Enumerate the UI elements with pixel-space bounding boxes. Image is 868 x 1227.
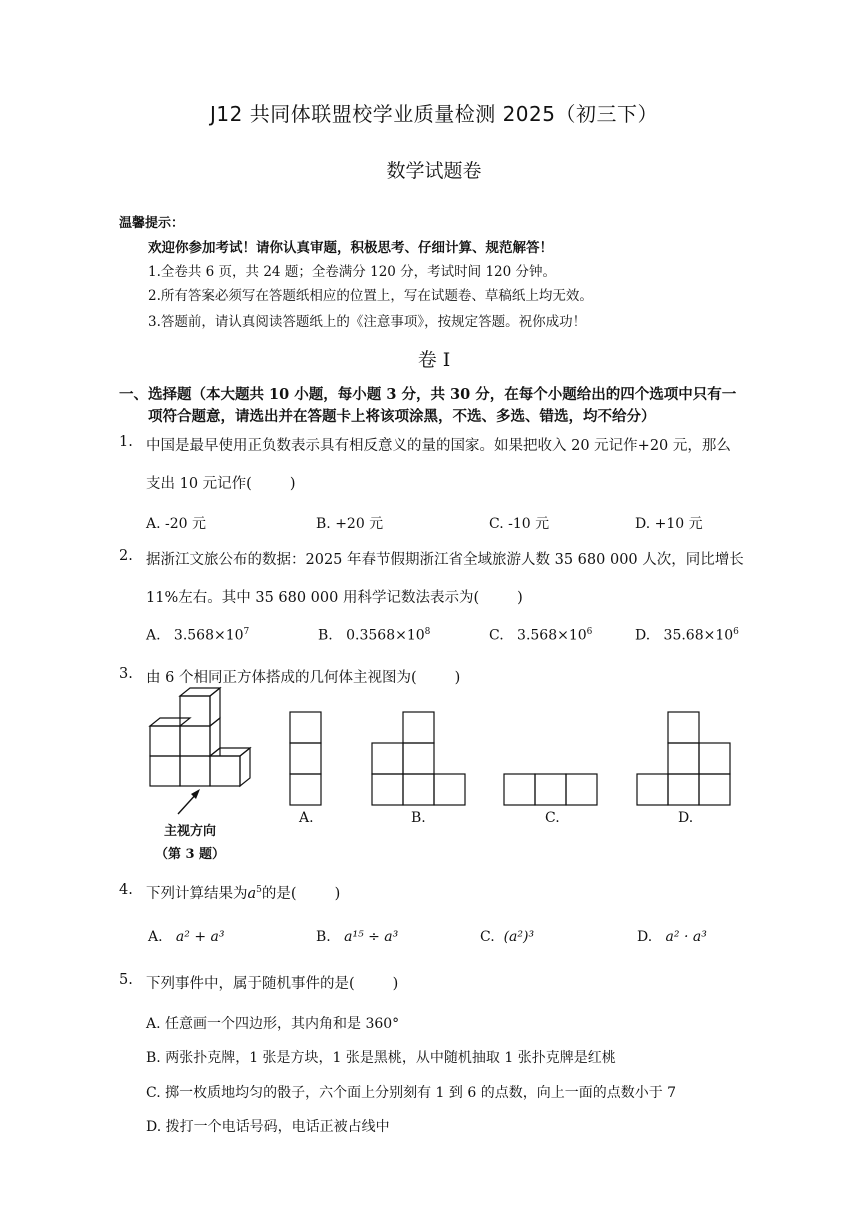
view-direction-label: 主视方向 [163, 824, 216, 839]
figure-caption: （第 3 题） [154, 847, 226, 862]
q3-option-d-label: D. [678, 810, 694, 826]
tip-line: 欢迎你参加考试！请你认真审题，积极思考、仔细计算、规范解答！ [148, 240, 553, 256]
exam-title: J12 共同体联盟校学业质量检测 2025（初三下） [210, 102, 658, 126]
q2-option-a: A. $3.568\times 10^7$ [146, 627, 250, 644]
q3-option-b-label: B. [411, 810, 426, 826]
q4-number: 4. [119, 882, 133, 898]
q3-figures [140, 686, 760, 816]
section-header-line2: 项符合题意，请选出并在答题卡上将该项涂黑，不选、多选、错选，均不给分） [148, 408, 656, 425]
part-title: 卷 I [417, 349, 451, 371]
q2-number: 2. [119, 548, 133, 564]
view-direction-arrow [178, 789, 200, 814]
q5-option-b: B. 两张扑克牌，1 张是方块，1 张是黑桃，从中随机抽取 1 张扑克牌是红桃 [146, 1050, 616, 1066]
q3-text: 由 6 个相同正方体搭成的几何体主视图为( ) [146, 670, 461, 686]
q1-text: 中国是最早使用正负数表示具有相反意义的量的国家。如果把收入 20 元记作+20 元，那么 [146, 438, 731, 454]
q5-text: 下列事件中，属于随机事件的是( ) [146, 976, 399, 992]
q2-option-c: C. $3.568\times 10^6$ [489, 627, 593, 644]
q5-number: 5. [119, 972, 133, 988]
section-header-line1: 一、选择题（本大题共 10 小题，每小题 3 分，共 30 分，在每个小题给出的四个选项中只有一 [119, 386, 737, 403]
q4-option-c: C. (a²)³ [480, 929, 535, 945]
q2-option-b: B. $0.3568\times 10^8$ [318, 627, 431, 644]
q3-option-d-figure [637, 712, 730, 805]
isometric-solid [150, 688, 250, 786]
q1-number: 1. [119, 434, 133, 450]
q4-text: 下列计算结果为$a^5$的是( ) [146, 885, 341, 902]
q3-option-a-figure [290, 712, 321, 805]
q2-text: 据浙江文旅公布的数据：2025 年春节假期浙江省全域旅游人数 35 680 000 人次，同比增长 [146, 552, 744, 568]
q2-text-line2: 11%左右。其中 35 680 000 用科学记数法表示为( ) [146, 590, 523, 606]
q3-option-c-figure [504, 774, 597, 805]
tip-line: 1.全卷共 6 页，共 24 题；全卷满分 120 分，考试时间 120 分钟。 [148, 264, 557, 280]
q4-option-b: B. a¹⁵ ÷ a³ [316, 929, 399, 945]
exam-subtitle: 数学试题卷 [386, 160, 482, 182]
q3-option-c-label: C. [545, 810, 560, 826]
q1-option-d: D. +10 元 [635, 516, 703, 532]
q4-option-a: A. a² + a³ [148, 929, 225, 945]
q5-option-d: D. 拨打一个电话号码，电话正被占线中 [146, 1119, 390, 1135]
tip-line: 2.所有答案必须写在答题纸相应的位置上，写在试题卷、草稿纸上均无效。 [148, 288, 593, 304]
q1-option-c: C. -10 元 [489, 516, 550, 532]
q1-option-a: A. -20 元 [146, 516, 207, 532]
tip-line: 3.答题前，请认真阅读答题纸上的《注意事项》，按规定答题。祝你成功！ [148, 314, 587, 330]
q1-option-b: B. +20 元 [316, 516, 384, 532]
q4-option-d: D. a² · a³ [637, 929, 707, 945]
q3-option-b-figure [372, 712, 465, 805]
q5-option-c: C. 掷一枚质地均匀的骰子，六个面上分别刻有 1 到 6 的点数，向上一面的点数小于 7 [146, 1085, 677, 1101]
q1-text-line2: 支出 10 元记作( ) [146, 476, 296, 492]
q3-option-a-label: A. [299, 810, 314, 826]
q5-option-a: A. 任意画一个四边形，其内角和是 360° [146, 1016, 400, 1032]
q2-option-d: D. $35.68\times 10^6$ [635, 627, 739, 644]
tips-heading: 温馨提示： [119, 216, 185, 231]
q3-number: 3. [119, 666, 133, 682]
